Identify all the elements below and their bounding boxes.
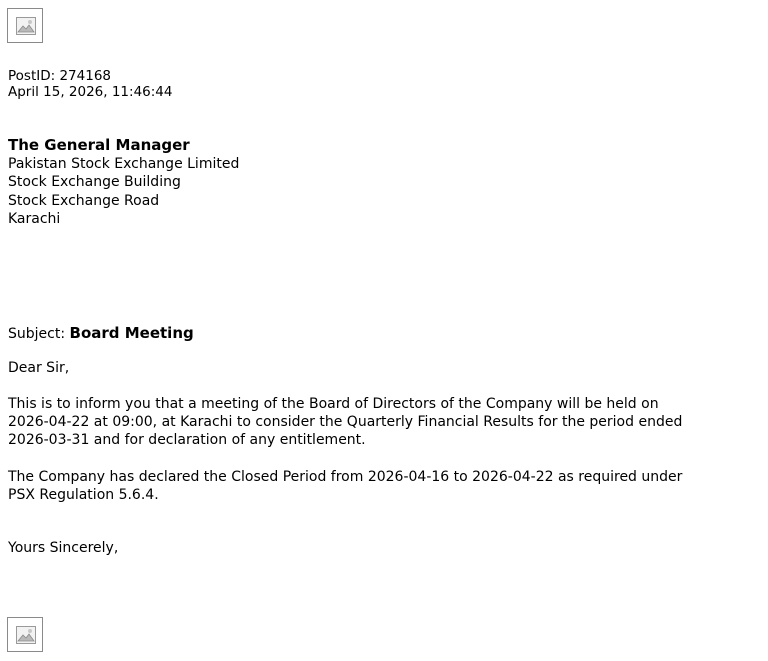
subject-text: Board Meeting bbox=[69, 324, 194, 342]
subject-line bbox=[8, 325, 760, 343]
addressee-block bbox=[8, 136, 760, 229]
paragraph-line: This is to inform you that a meeting of the Board of Directors of the Company will be held on bbox=[8, 396, 659, 412]
addressee-line: Stock Exchange Road bbox=[8, 192, 160, 209]
paragraph-line: 2026-04-22 at 09:00, at Karachi to consider the Quarterly Financial Results for the period ended bbox=[8, 414, 683, 430]
paragraph-line: PSX Regulation 5.6.4. bbox=[8, 487, 159, 503]
post-datetime: April 15, 2026, 11:46:44 bbox=[8, 84, 173, 100]
body-paragraph-2 bbox=[8, 468, 760, 504]
addressee-line: Pakistan Stock Exchange Limited bbox=[8, 155, 240, 172]
addressee-line: Karachi bbox=[8, 211, 61, 227]
broken-image-icon bbox=[7, 8, 43, 43]
broken-image-icon bbox=[7, 617, 43, 652]
paragraph-line: 2026-03-31 and for declaration of any entitlement. bbox=[8, 432, 366, 448]
closing: Yours Sincerely, bbox=[8, 540, 119, 556]
salutation: Dear Sir, bbox=[8, 360, 70, 376]
paragraph-line: The Company has declared the Closed Period from 2026-04-16 to 2026-04-22 as required under bbox=[8, 469, 683, 485]
subject-label: Subject: bbox=[8, 326, 70, 342]
post-meta bbox=[8, 68, 760, 100]
post-id: PostID: 274168 bbox=[8, 68, 111, 84]
addressee-line: Stock Exchange Building bbox=[8, 174, 181, 190]
body-paragraph-1 bbox=[8, 395, 760, 449]
addressee-title: The General Manager bbox=[8, 136, 190, 154]
